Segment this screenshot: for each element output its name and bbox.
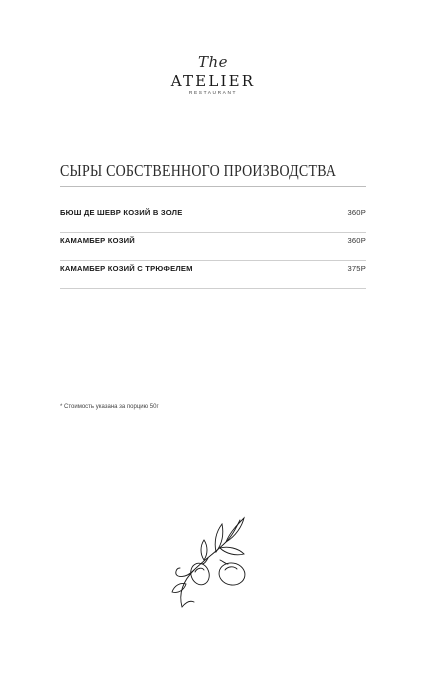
title-divider	[60, 186, 366, 187]
section-title: СЫРЫ СОБСТВЕННОГО ПРОИЗВОДСТВА	[60, 161, 337, 180]
menu-item	[60, 233, 366, 261]
menu-item-name: БЮШ ДЕ ШЕВР КОЗИЙ В ЗОЛЕ	[60, 208, 183, 217]
menu-item-name: КАМАМБЕР КОЗИЙ С ТРЮФЕЛЕМ	[60, 264, 193, 273]
price-footnote: * Стоимость указана за порцию 50г	[60, 404, 159, 410]
restaurant-logo	[0, 54, 426, 96]
menu-list	[60, 205, 366, 289]
olive-branch-icon	[164, 512, 264, 614]
logo-name: ATELIER	[170, 72, 256, 90]
menu-item	[60, 205, 366, 233]
menu-item-price: 360Р	[347, 236, 366, 245]
logo-subtitle: RESTAURANT	[188, 91, 238, 96]
menu-item-price: 375Р	[347, 264, 366, 273]
menu-item	[60, 261, 366, 289]
menu-item-name: КАМАМБЕР КОЗИЙ	[60, 236, 135, 245]
logo-script-text: The	[197, 53, 229, 71]
menu-item-price: 360Р	[347, 208, 366, 217]
